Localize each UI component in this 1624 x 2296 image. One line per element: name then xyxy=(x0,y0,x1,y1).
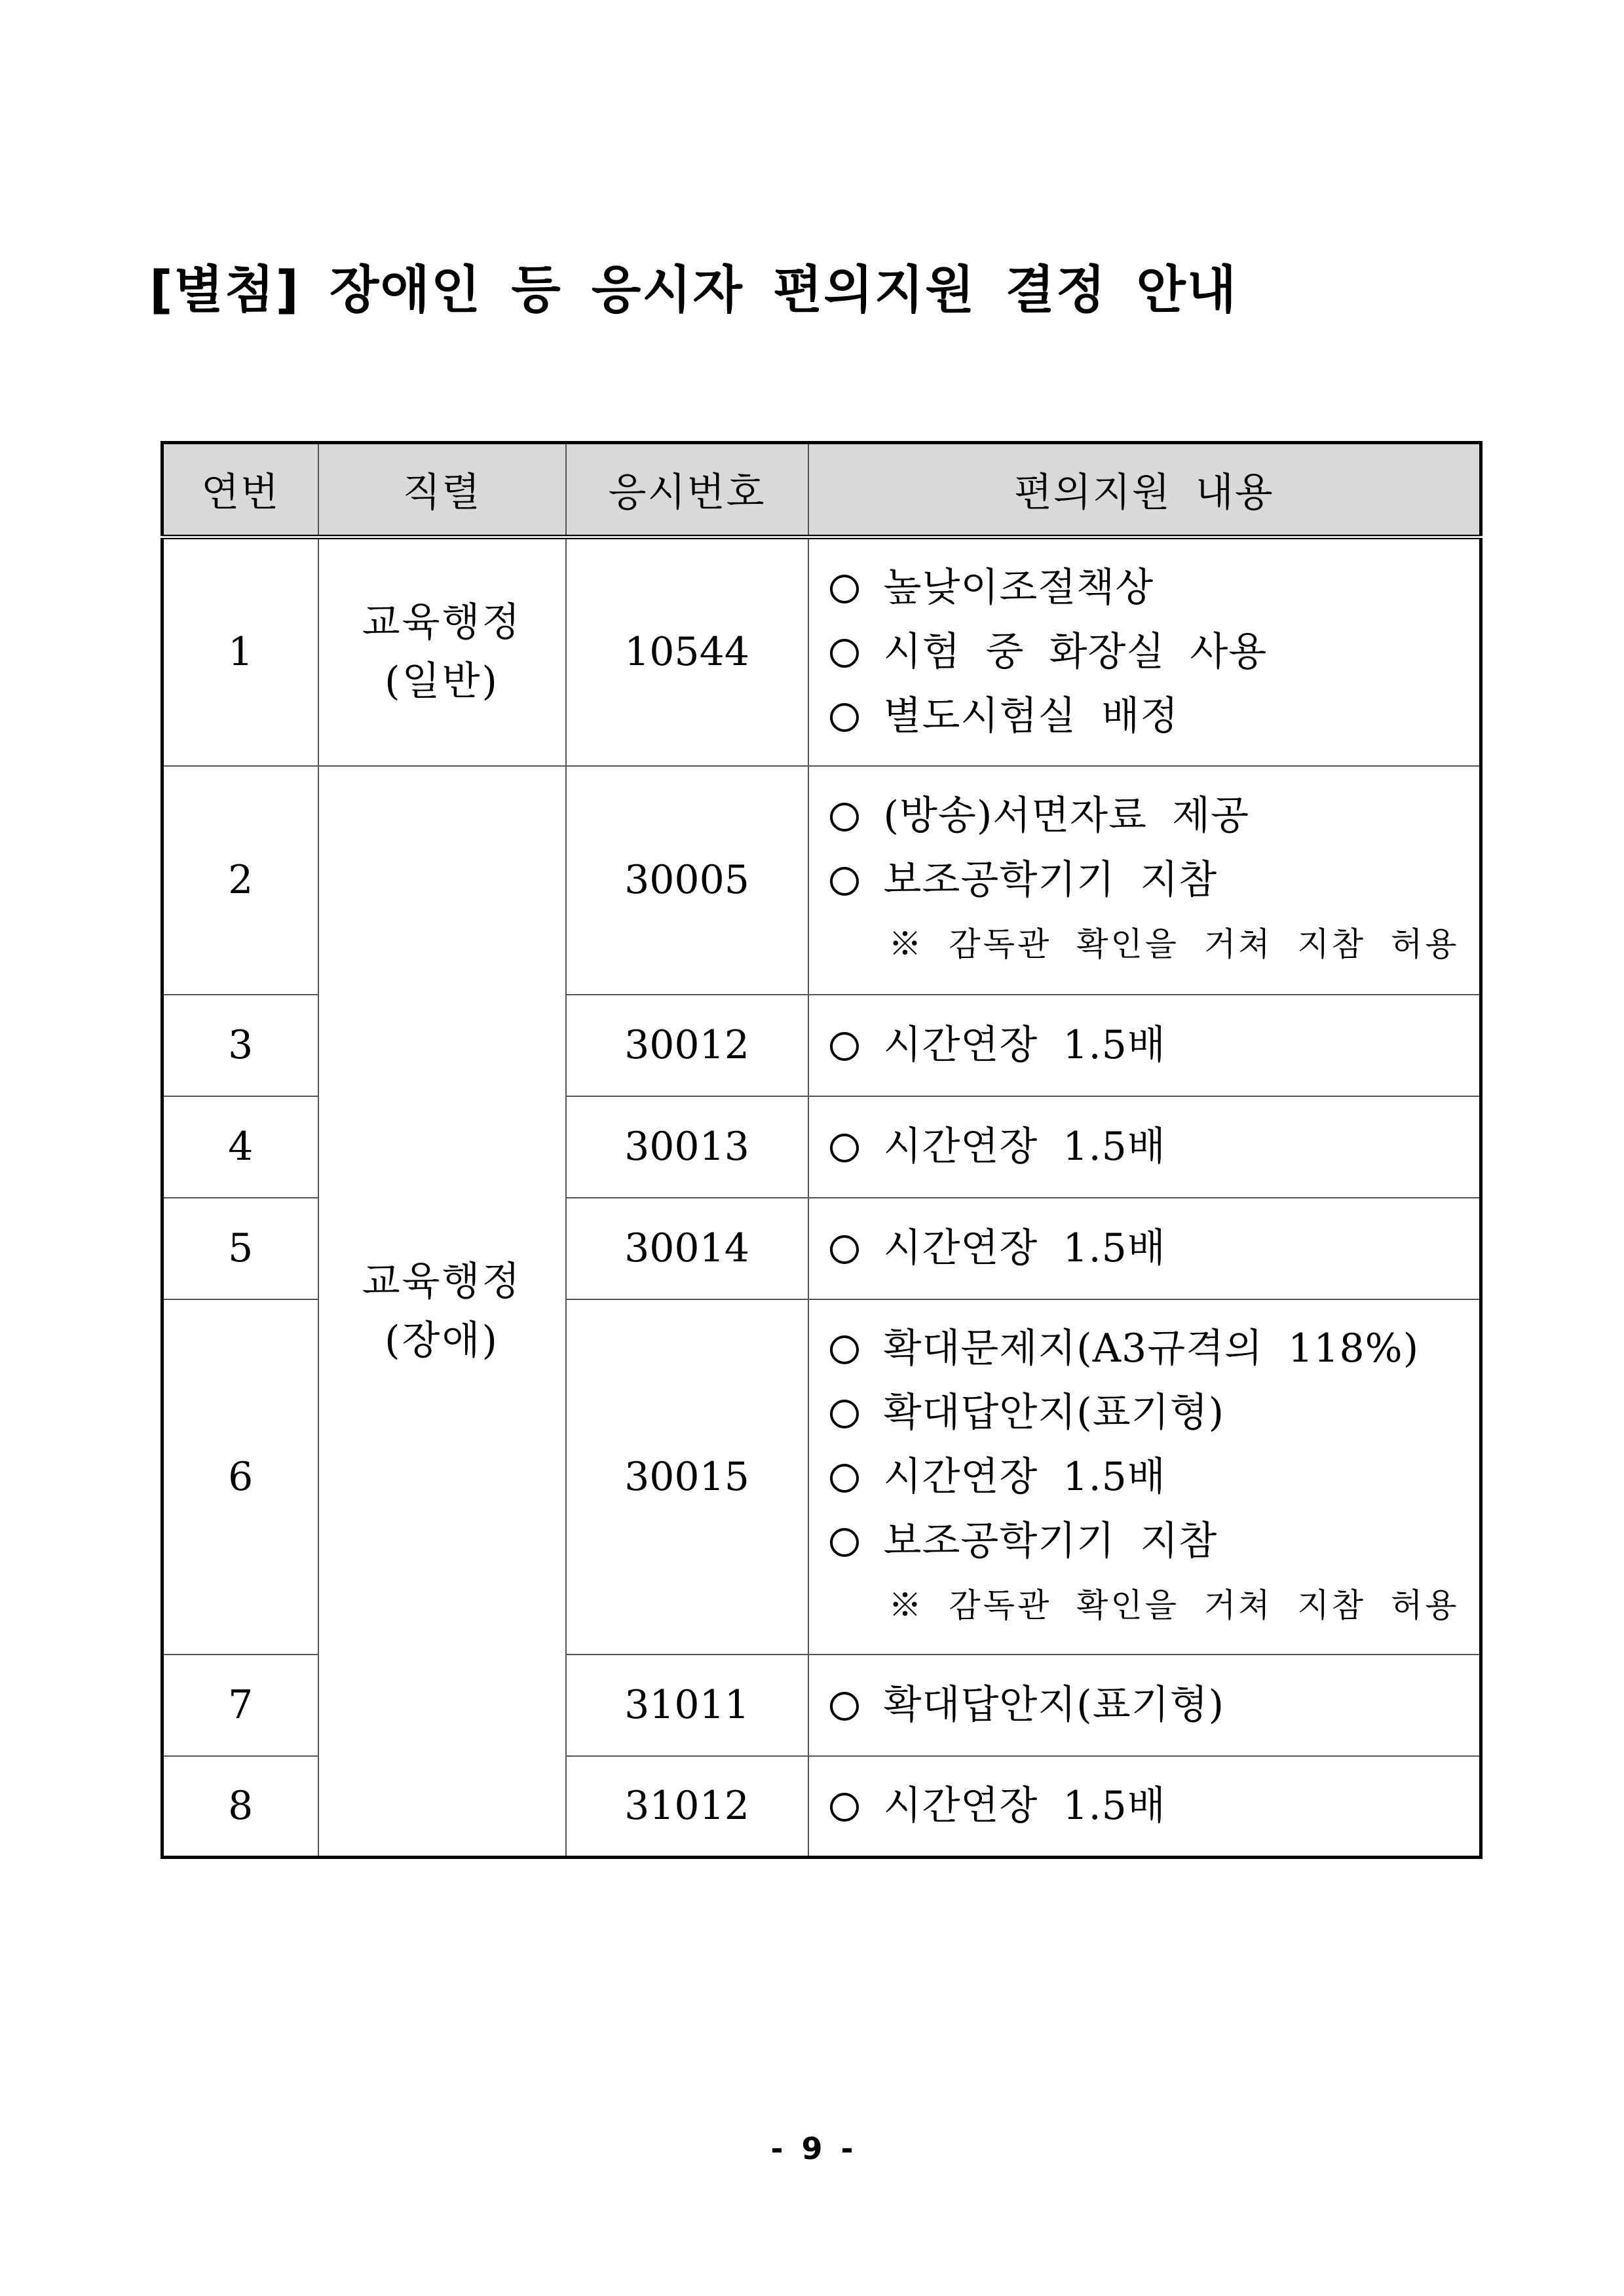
circle-bullet-icon xyxy=(830,575,859,603)
support-item xyxy=(830,684,1480,748)
support-item-text: 시간연장 1.5배 xyxy=(883,1124,1166,1170)
job-series-line: 교육행정 xyxy=(362,600,522,646)
job-series-line: (일반) xyxy=(385,659,499,705)
header-job-series: 직렬 xyxy=(318,443,566,537)
support-content-cell xyxy=(808,1198,1481,1299)
job-series-cell xyxy=(318,537,566,766)
circle-bullet-icon xyxy=(830,1335,859,1364)
exam-number-cell: 31012 xyxy=(566,1756,808,1858)
header-support-content: 편의지원 내용 xyxy=(808,443,1481,537)
support-item xyxy=(830,1013,1480,1077)
exam-number-cell: 30015 xyxy=(566,1299,808,1655)
table-row xyxy=(162,537,1481,766)
support-content-cell xyxy=(808,995,1481,1096)
support-item-text: 시간연장 1.5배 xyxy=(883,1783,1166,1829)
exam-number-cell: 30013 xyxy=(566,1096,808,1198)
support-item xyxy=(830,1216,1480,1280)
circle-bullet-icon xyxy=(830,1528,859,1557)
support-item xyxy=(830,1673,1480,1737)
circle-bullet-icon xyxy=(830,1134,859,1162)
serial-cell: 7 xyxy=(162,1655,318,1756)
support-content-cell xyxy=(808,766,1481,995)
circle-bullet-icon xyxy=(830,1400,859,1428)
support-item-text: 별도시험실 배정 xyxy=(883,693,1179,740)
support-item xyxy=(830,1509,1480,1573)
support-item xyxy=(830,556,1480,620)
serial-cell: 4 xyxy=(162,1096,318,1198)
header-serial: 연번 xyxy=(162,443,318,537)
job-series-line: 교육행정 xyxy=(362,1258,522,1305)
support-item xyxy=(830,1774,1480,1838)
circle-bullet-icon xyxy=(830,1692,859,1721)
support-item-text: 시간연장 1.5배 xyxy=(883,1453,1166,1500)
support-item-text: 확대답안지(표기형) xyxy=(883,1682,1224,1728)
circle-bullet-icon xyxy=(830,1032,859,1061)
support-item xyxy=(830,1115,1480,1179)
support-item-text: 확대문제지(A3규격의 118%) xyxy=(883,1325,1420,1371)
serial-cell: 3 xyxy=(162,995,318,1096)
support-content-cell xyxy=(808,1299,1481,1655)
table-header-row xyxy=(162,443,1481,537)
support-table xyxy=(161,441,1482,1859)
page-number: - 9 - xyxy=(770,2131,854,2166)
serial-cell: 5 xyxy=(162,1198,318,1299)
exam-number-cell: 30014 xyxy=(566,1198,808,1299)
support-item xyxy=(830,848,1480,912)
support-content-cell xyxy=(808,537,1481,766)
header-exam-number: 응시번호 xyxy=(566,443,808,537)
support-item-text: 시간연장 1.5배 xyxy=(883,1225,1166,1271)
exam-number-cell: 10544 xyxy=(566,537,808,766)
support-item-text: 보조공학기기 지참 xyxy=(883,1518,1218,1564)
job-series-line: (장애) xyxy=(385,1317,499,1364)
support-content-cell xyxy=(808,1655,1481,1756)
serial-cell: 2 xyxy=(162,766,318,995)
support-item xyxy=(830,620,1480,684)
circle-bullet-icon xyxy=(830,1793,859,1822)
support-item xyxy=(830,1445,1480,1509)
exam-number-cell: 30012 xyxy=(566,995,808,1096)
support-item-text: 확대답안지(표기형) xyxy=(883,1389,1224,1436)
exam-number-cell: 30005 xyxy=(566,766,808,995)
support-content-cell xyxy=(808,1096,1481,1198)
circle-bullet-icon xyxy=(830,867,859,896)
exam-number-cell: 31011 xyxy=(566,1655,808,1756)
support-item-text: 시험 중 화장실 사용 xyxy=(883,629,1268,676)
serial-cell: 1 xyxy=(162,537,318,766)
support-item xyxy=(830,1316,1480,1381)
circle-bullet-icon xyxy=(830,703,859,732)
support-item xyxy=(830,1381,1480,1445)
circle-bullet-icon xyxy=(830,803,859,832)
support-item-text: 보조공학기기 지참 xyxy=(883,857,1218,903)
support-item-text: 높낮이조절책상 xyxy=(883,565,1154,611)
circle-bullet-icon xyxy=(830,639,859,668)
support-content-cell xyxy=(808,1756,1481,1858)
support-note: ※ 감독관 확인을 거쳐 지참 허용 xyxy=(888,925,1460,963)
page-title: [별첨] 장애인 등 응시자 편의지원 결정 안내 xyxy=(149,261,1238,320)
job-series-cell xyxy=(318,766,566,1858)
table-row xyxy=(162,766,1481,995)
serial-cell: 8 xyxy=(162,1756,318,1858)
circle-bullet-icon xyxy=(830,1464,859,1493)
serial-cell: 6 xyxy=(162,1299,318,1655)
support-item xyxy=(830,784,1480,848)
support-item-text: (방송)서면자료 제공 xyxy=(883,793,1250,839)
support-note: ※ 감독관 확인을 거쳐 지참 허용 xyxy=(888,1586,1460,1624)
circle-bullet-icon xyxy=(830,1235,859,1264)
support-item-text: 시간연장 1.5배 xyxy=(883,1022,1166,1068)
